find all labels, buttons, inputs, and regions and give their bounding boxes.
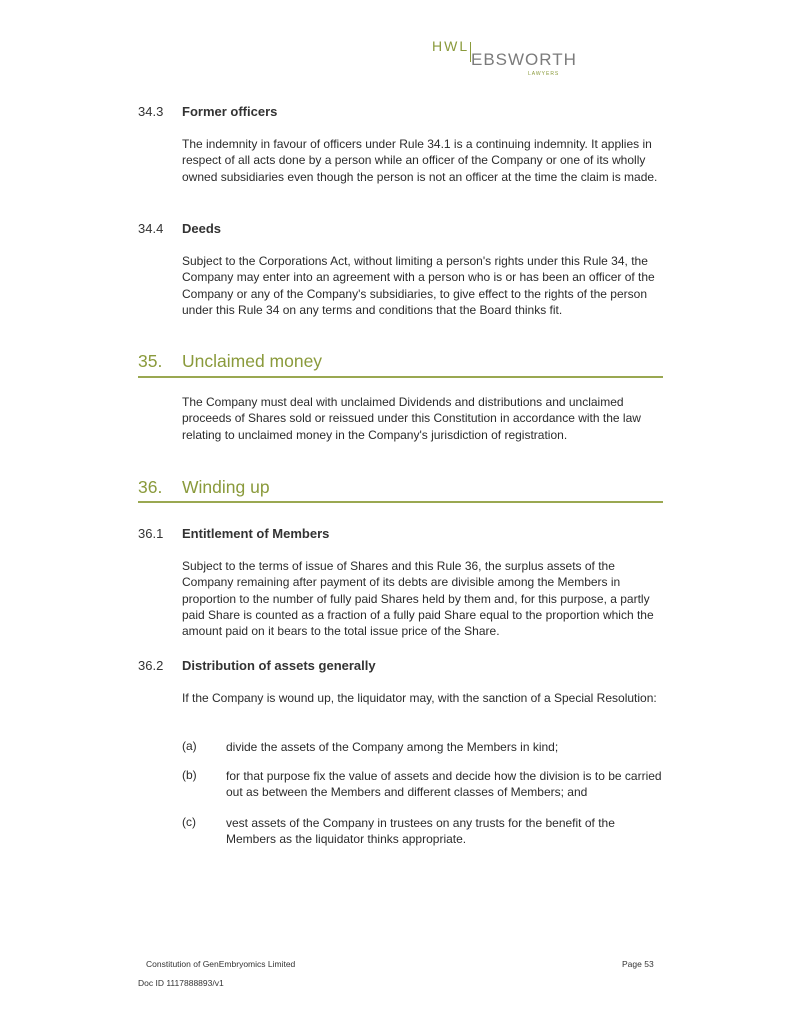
- section-34-3-title: Former officers: [182, 104, 278, 119]
- section-34-4-text: Subject to the Corporations Act, without limiting a person's rights under this Rule 34, the Company may enter into an agreement with a person who is or has been an officer of the Company or any of the Company's subsidiaries, to give effect to the rights of the person under this Rule 34 on any terms and conditions that the Board thinks fit.: [182, 254, 655, 317]
- footer-page-number: Page 53: [622, 959, 654, 969]
- section-34-3-text: The indemnity in favour of officers under Rule 34.1 is a continuing indemnity. It applies in respect of all acts done by a person while an officer of the Company or one of its wholly owned subsidiaries even though the person is not an officer at the time the claim is made.: [182, 137, 658, 184]
- footer-document-name: Constitution of GenEmbryomics Limited: [146, 959, 296, 969]
- logo-sub-text: LAWYERS: [528, 71, 560, 77]
- logo-main-text: EBSWORTH: [471, 50, 577, 69]
- section-35-text: The Company must deal with unclaimed Dividends and distributions and unclaimed proceeds of Shares sold or reissued under this Constitution in accordance with the law relating to unclaimed money in the Company's jurisdiction of registration.: [182, 395, 641, 442]
- section-36-2-number: 36.2: [138, 658, 164, 673]
- section-36-2-title: Distribution of assets generally: [182, 658, 376, 673]
- list-item-c-text: vest assets of the Company in trustees on any trusts for the benefit of the Members as the liquidator thinks appropriate.: [226, 816, 615, 847]
- section-36-title: Winding up: [182, 477, 270, 497]
- list-item-b-text: for that purpose fix the value of assets and decide how the division is to be carried out as between the Members and different classes of Members; and: [226, 769, 662, 800]
- section-34-4-number: 34.4: [138, 221, 164, 236]
- section-36-number: 36.: [138, 477, 163, 497]
- section-35-number: 35.: [138, 351, 163, 371]
- section-36-2-text: If the Company is wound up, the liquidator may, with the sanction of a Special Resolution:: [182, 691, 657, 705]
- section-36-1-title: Entitlement of Members: [182, 526, 330, 541]
- section-34-3-number: 34.3: [138, 104, 164, 119]
- list-item-c-mark: (c): [182, 815, 196, 829]
- list-item-a-mark: (a): [182, 739, 197, 753]
- section-36-1-text: Subject to the terms of issue of Shares and this Rule 36, the surplus assets of the Company remaining after payment of its debts are divisible among the Members in proportion to the number of fully paid Shares held by them and, for this purpose, a partly paid Share is counted as a fraction of a fully paid Share equal to the proportion which the amount paid on it bears to the total issue price of the Share.: [182, 559, 654, 639]
- footer-doc-id: Doc ID 1117888893/v1: [138, 978, 224, 988]
- list-item-b-mark: (b): [182, 768, 197, 782]
- logo-hwl-text: HWL: [432, 38, 470, 54]
- section-35-rule: [138, 376, 663, 378]
- list-item-a-text: divide the assets of the Company among the Members in kind;: [226, 740, 559, 754]
- section-36-1-number: 36.1: [138, 526, 164, 541]
- section-36-rule: [138, 501, 663, 503]
- section-34-4-title: Deeds: [182, 221, 222, 236]
- section-35-title: Unclaimed money: [182, 351, 323, 371]
- firm-logo: [432, 38, 577, 80]
